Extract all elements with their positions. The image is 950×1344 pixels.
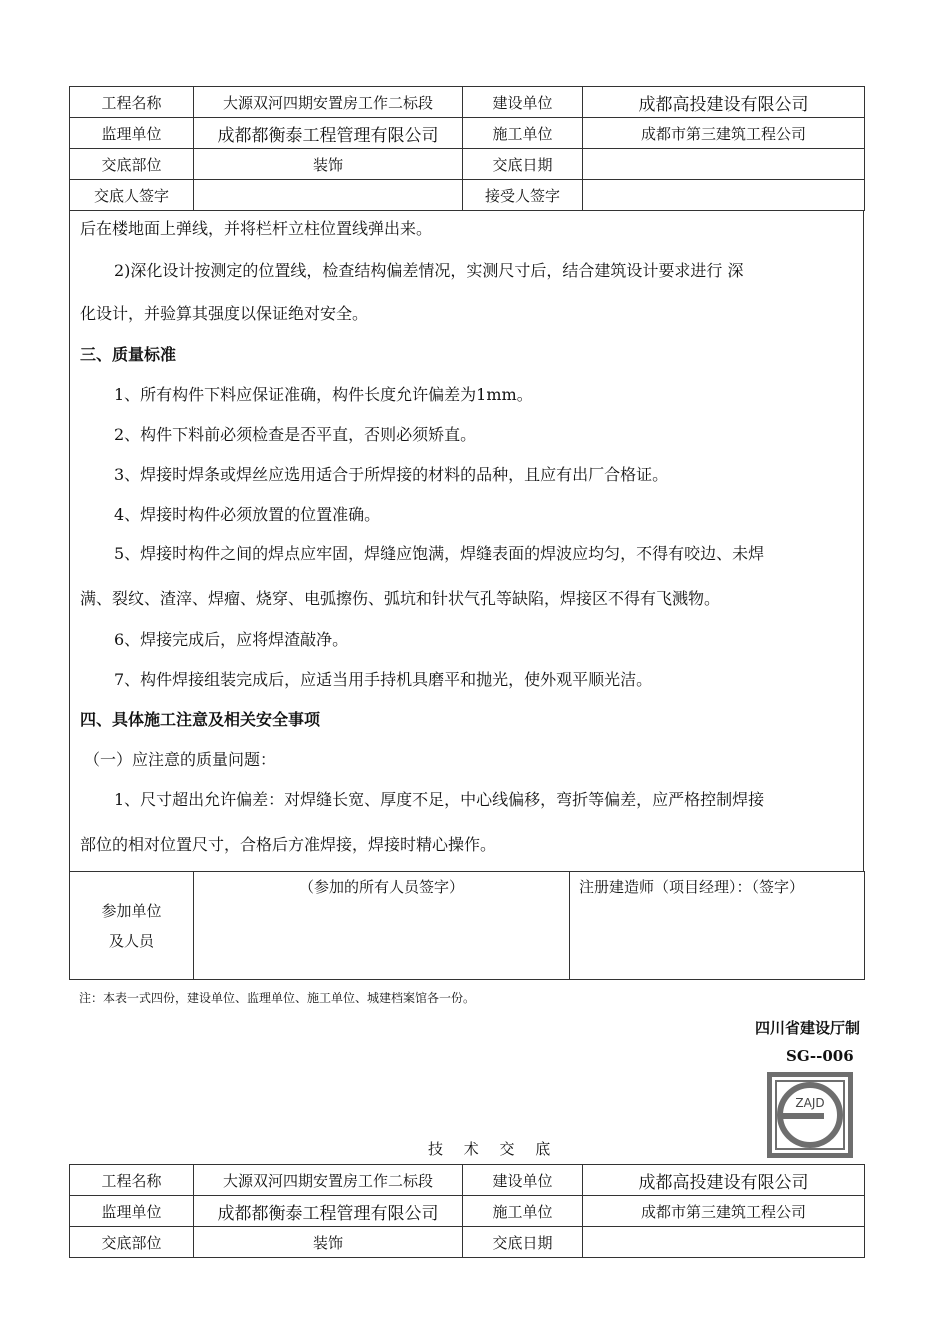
client-label: 建设单位 — [463, 1165, 583, 1196]
quality-item: 4、焊接时构件必须放置的位置准确。 — [114, 505, 381, 524]
paragraph-line: 1、尺寸超出允许偏差：对焊缝长宽、厚度不足，中心线偏移，弯折等偏差，应严格控制焊接 — [114, 790, 765, 809]
quality-item: 6、焊接完成后，应将焊渣敲净。 — [114, 630, 349, 649]
project-name-value: 大源双河四期安置房工作二标段 — [194, 87, 463, 118]
client-label: 建设单位 — [463, 87, 583, 118]
content-body — [69, 211, 864, 871]
supervisor-label: 监理单位 — [70, 118, 194, 149]
form-code: SG--006 — [786, 1047, 854, 1065]
contractor-value: 成都市第三建筑工程公司 — [583, 1196, 865, 1227]
part-value: 装饰 — [194, 149, 463, 180]
paragraph-line: 后在楼地面上弹线，并将栏杆立柱位置线弹出来。 — [80, 219, 433, 238]
supervisor-value: 成都都衡泰工程管理有限公司 — [194, 1196, 463, 1227]
giver-value[interactable] — [194, 180, 463, 211]
paragraph-line: 部位的相对位置尺寸，合格后方准焊接，焊接时精心操作。 — [80, 835, 497, 854]
subsection-heading: （一）应注意的质量问题： — [84, 750, 277, 769]
engineer-sign-field[interactable] — [570, 872, 865, 980]
project-name-value: 大源双河四期安置房工作二标段 — [194, 1165, 463, 1196]
paragraph-line: 化设计，并验算其强度以保证绝对安全。 — [80, 304, 369, 323]
header-table — [69, 86, 865, 211]
receiver-label: 接受人签字 — [463, 180, 583, 211]
zajd-logo-icon — [767, 1072, 853, 1158]
participants-label — [70, 872, 194, 980]
participants-label-line: 及人员 — [108, 931, 154, 950]
paragraph-line: 2)深化设计按测定的位置线，检查结构偏差情况，实测尺寸后，结合建筑设计要求进行 深 — [114, 261, 744, 280]
footnote: 注：本表一式四份，建设单位、监理单位、施工单位、城建档案馆各一份。 — [79, 991, 476, 1005]
all-participants-sign-hint: （参加的所有人员签字） — [298, 878, 464, 896]
section-heading-quality: 三、质量标准 — [80, 345, 177, 364]
logo-bar — [780, 1113, 824, 1119]
contractor-value: 成都市第三建筑工程公司 — [583, 118, 865, 149]
part-value: 装饰 — [194, 1227, 463, 1258]
giver-label: 交底人签字 — [70, 180, 194, 211]
date-label: 交底日期 — [463, 1227, 583, 1258]
client-value: 成都高投建设有限公司 — [583, 1165, 865, 1196]
quality-item: 5、焊接时构件之间的焊点应牢固，焊缝应饱满，焊缝表面的焊波应均匀，不得有咬边、未焊 — [114, 544, 765, 563]
signature-table — [69, 871, 865, 980]
quality-item: 1、所有构件下料应保证准确，构件长度允许偏差为1mm。 — [114, 385, 533, 404]
project-name-label: 工程名称 — [70, 1165, 194, 1196]
contractor-label: 施工单位 — [463, 118, 583, 149]
participants-label-line: 参加单位 — [101, 901, 162, 920]
quality-item: 2、构件下料前必须检查是否平直，否则必须矫直。 — [114, 425, 477, 444]
section-heading-safety: 四、具体施工注意及相关安全事项 — [80, 710, 321, 729]
receiver-value[interactable] — [583, 180, 865, 211]
date-value[interactable] — [583, 1227, 865, 1258]
engineer-sign-hint: 注册建造师（项目经理）：（签字） — [579, 878, 805, 896]
date-label: 交底日期 — [463, 149, 583, 180]
quality-item: 3、焊接时焊条或焊丝应选用适合于所焊接的材料的品种，且应有出厂合格证。 — [114, 465, 669, 484]
contractor-label: 施工单位 — [463, 1196, 583, 1227]
all-participants-sign-field[interactable] — [194, 872, 570, 980]
logo-text: ZAJD — [795, 1096, 825, 1110]
supervisor-label: 监理单位 — [70, 1196, 194, 1227]
project-name-label: 工程名称 — [70, 87, 194, 118]
quality-item: 7、构件焊接组装完成后，应适当用手持机具磨平和抛光，使外观平顺光洁。 — [114, 670, 653, 689]
quality-item-continued: 满、裂纹、渣滓、焊瘤、烧穿、电弧擦伤、弧坑和针状气孔等缺陷，焊接区不得有飞溅物。 — [80, 589, 721, 608]
issuer-label: 四川省建设厅制 — [754, 1019, 860, 1037]
part-label: 交底部位 — [70, 1227, 194, 1258]
client-value: 成都高投建设有限公司 — [583, 87, 865, 118]
date-value[interactable] — [583, 149, 865, 180]
part-label: 交底部位 — [70, 149, 194, 180]
supervisor-value: 成都都衡泰工程管理有限公司 — [194, 118, 463, 149]
document-title: 技 术 交 底 — [428, 1140, 559, 1158]
header-table-next-page — [69, 1164, 865, 1258]
